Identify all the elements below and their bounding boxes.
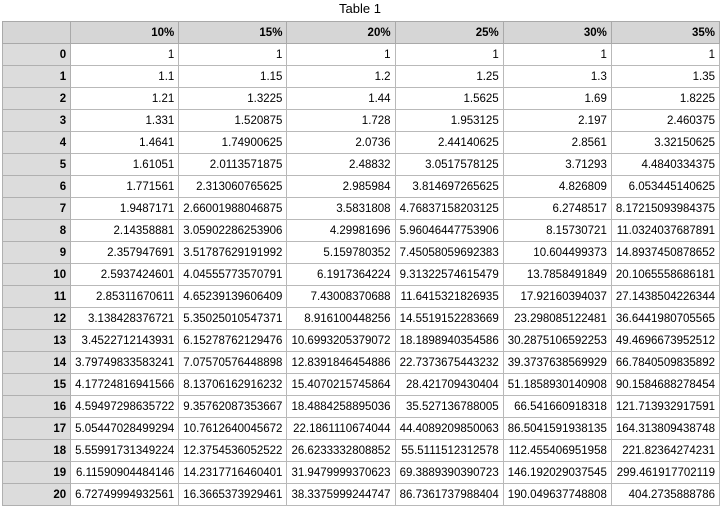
- table-cell[interactable]: 5.159780352: [287, 242, 395, 264]
- table-cell[interactable]: 86.5041591938135: [503, 418, 611, 440]
- table-cell[interactable]: 6.72749994932561: [71, 484, 179, 506]
- table-cell[interactable]: 23.298085122481: [503, 308, 611, 330]
- table-cell[interactable]: 4.17724816941566: [71, 374, 179, 396]
- table-cell[interactable]: 35.527136788005: [395, 396, 503, 418]
- row-header[interactable]: 14: [3, 352, 71, 374]
- table-cell[interactable]: 1.35: [611, 66, 719, 88]
- table-header: [3, 22, 720, 44]
- table-cell[interactable]: 14.2317716460401: [179, 462, 287, 484]
- table-cell[interactable]: 6.1917364224: [287, 264, 395, 286]
- table-cell[interactable]: 11.0324037687891: [611, 220, 719, 242]
- table-cell[interactable]: 31.9479999370623: [287, 462, 395, 484]
- table-row: [3, 264, 720, 286]
- table-cell[interactable]: 1.9487171: [71, 198, 179, 220]
- row-header[interactable]: 2: [3, 88, 71, 110]
- row-header[interactable]: 17: [3, 418, 71, 440]
- table-cell[interactable]: 1: [611, 44, 719, 66]
- column-header[interactable]: 30%: [503, 22, 611, 44]
- table-title: Table 1: [339, 1, 381, 16]
- table-cell[interactable]: 36.6441980705565: [611, 308, 719, 330]
- table-cell[interactable]: 1.8225: [611, 88, 719, 110]
- table-cell[interactable]: 8.916100448256: [287, 308, 395, 330]
- row-header[interactable]: 19: [3, 462, 71, 484]
- table-cell[interactable]: 3.814697265625: [395, 176, 503, 198]
- table-cell[interactable]: 4.4840334375: [611, 154, 719, 176]
- table-cell[interactable]: 44.4089209850063: [395, 418, 503, 440]
- table-cell[interactable]: 13.7858491849: [503, 264, 611, 286]
- table-cell[interactable]: 1.771561: [71, 176, 179, 198]
- row-header[interactable]: 13: [3, 330, 71, 352]
- table-cell[interactable]: 69.3889390390723: [395, 462, 503, 484]
- table-cell[interactable]: 1.3: [503, 66, 611, 88]
- table-cell[interactable]: 1.21: [71, 88, 179, 110]
- table-row: [3, 440, 720, 462]
- table-cell[interactable]: 6.11590904484146: [71, 462, 179, 484]
- table-cell[interactable]: 22.1861110674044: [287, 418, 395, 440]
- row-header[interactable]: 15: [3, 374, 71, 396]
- table-cell[interactable]: 7.45058059692383: [395, 242, 503, 264]
- table-cell[interactable]: 1: [287, 44, 395, 66]
- row-header[interactable]: 16: [3, 396, 71, 418]
- column-header[interactable]: 15%: [179, 22, 287, 44]
- row-header[interactable]: 12: [3, 308, 71, 330]
- table-cell[interactable]: 38.3375999244747: [287, 484, 395, 506]
- table-row: [3, 396, 720, 418]
- table-cell[interactable]: 4.04555773570791: [179, 264, 287, 286]
- table-cell[interactable]: 2.197: [503, 110, 611, 132]
- table-cell[interactable]: 6.15278762129476: [179, 330, 287, 352]
- table-cell[interactable]: 1.1: [71, 66, 179, 88]
- table-row: [3, 484, 720, 506]
- table-cell[interactable]: 5.96046447753906: [395, 220, 503, 242]
- row-header[interactable]: 4: [3, 132, 71, 154]
- table-cell[interactable]: 121.713932917591: [611, 396, 719, 418]
- table-cell[interactable]: 3.138428376721: [71, 308, 179, 330]
- table-cell[interactable]: 1: [503, 44, 611, 66]
- table-row: [3, 352, 720, 374]
- row-header[interactable]: 8: [3, 220, 71, 242]
- table-cell[interactable]: 9.35762087353667: [179, 396, 287, 418]
- table-cell[interactable]: 49.4696673952512: [611, 330, 719, 352]
- table-cell[interactable]: 10.604499373: [503, 242, 611, 264]
- table-row: [3, 176, 720, 198]
- table-cell[interactable]: 2.8561: [503, 132, 611, 154]
- row-header[interactable]: 20: [3, 484, 71, 506]
- table-cell[interactable]: 2.460375: [611, 110, 719, 132]
- row-header[interactable]: 9: [3, 242, 71, 264]
- row-header[interactable]: 7: [3, 198, 71, 220]
- table-cell[interactable]: 4.29981696: [287, 220, 395, 242]
- table-cell[interactable]: 14.5519152283669: [395, 308, 503, 330]
- table-cell[interactable]: 2.14358881: [71, 220, 179, 242]
- table-cell[interactable]: 1: [395, 44, 503, 66]
- table-cell[interactable]: 16.3665373929461: [179, 484, 287, 506]
- table-cell[interactable]: 39.3737638569929: [503, 352, 611, 374]
- table-row: [3, 330, 720, 352]
- row-header[interactable]: 5: [3, 154, 71, 176]
- table-cell[interactable]: 7.07570576448898: [179, 352, 287, 374]
- table-cell[interactable]: 26.6233332808852: [287, 440, 395, 462]
- table-cell[interactable]: 3.51787629191992: [179, 242, 287, 264]
- table-row: [3, 462, 720, 484]
- table-cell[interactable]: 8.13706162916232: [179, 374, 287, 396]
- table-cell[interactable]: 1.2: [287, 66, 395, 88]
- table-cell[interactable]: 55.5111512312578: [395, 440, 503, 462]
- table-cell[interactable]: 10.6993205379072: [287, 330, 395, 352]
- table-row: [3, 154, 720, 176]
- table-cell[interactable]: 1.15: [179, 66, 287, 88]
- table-cell[interactable]: 1.331: [71, 110, 179, 132]
- table-cell[interactable]: 3.79749833583241: [71, 352, 179, 374]
- table-cell[interactable]: 3.32150625: [611, 132, 719, 154]
- table-cell[interactable]: 30.2875106592253: [503, 330, 611, 352]
- table-cell[interactable]: 12.3754536052522: [179, 440, 287, 462]
- table-cell[interactable]: 9.31322574615479: [395, 264, 503, 286]
- table-row: [3, 44, 720, 66]
- table-row: [3, 132, 720, 154]
- table-cell[interactable]: 14.8937450878652: [611, 242, 719, 264]
- table-cell[interactable]: 6.053445140625: [611, 176, 719, 198]
- corner-header-cell[interactable]: [3, 22, 71, 44]
- table-cell[interactable]: 18.1898940354586: [395, 330, 503, 352]
- row-header[interactable]: 3: [3, 110, 71, 132]
- table-cell[interactable]: 1.74900625: [179, 132, 287, 154]
- table-row: [3, 88, 720, 110]
- table-cell[interactable]: 11.6415321826935: [395, 286, 503, 308]
- table-cell[interactable]: 8.17215093984375: [611, 198, 719, 220]
- table-cell[interactable]: 1: [179, 44, 287, 66]
- table-cell[interactable]: 51.1858930140908: [503, 374, 611, 396]
- table-row: [3, 308, 720, 330]
- table-cell[interactable]: 1.61051: [71, 154, 179, 176]
- data-table: [2, 21, 720, 506]
- table-cell[interactable]: 90.1584688278454: [611, 374, 719, 396]
- table-cell[interactable]: 1.44: [287, 88, 395, 110]
- table-cell[interactable]: 12.8391846454886: [287, 352, 395, 374]
- table-cell[interactable]: 8.15730721: [503, 220, 611, 242]
- row-header[interactable]: 11: [3, 286, 71, 308]
- table-cell[interactable]: 15.4070215745864: [287, 374, 395, 396]
- table-cell[interactable]: 10.7612640045672: [179, 418, 287, 440]
- table-cell[interactable]: 1.953125: [395, 110, 503, 132]
- table-cell[interactable]: 164.313809438748: [611, 418, 719, 440]
- table-cell[interactable]: 3.71293: [503, 154, 611, 176]
- table-cell[interactable]: 3.4522712143931: [71, 330, 179, 352]
- table-row: [3, 220, 720, 242]
- table-row: [3, 198, 720, 220]
- table-cell[interactable]: 2.85311670611: [71, 286, 179, 308]
- table-cell[interactable]: 4.59497298635722: [71, 396, 179, 418]
- table-cell[interactable]: 5.35025010547371: [179, 308, 287, 330]
- table-cell[interactable]: 2.0113571875: [179, 154, 287, 176]
- table-cell[interactable]: 4.826809: [503, 176, 611, 198]
- row-header[interactable]: 6: [3, 176, 71, 198]
- table-cell[interactable]: 2.5937424601: [71, 264, 179, 286]
- table-cell[interactable]: 3.0517578125: [395, 154, 503, 176]
- table-cell[interactable]: 5.05447028499294: [71, 418, 179, 440]
- table-cell[interactable]: 404.2735888786: [611, 484, 719, 506]
- table-cell[interactable]: 1.4641: [71, 132, 179, 154]
- table-cell[interactable]: 2.985984: [287, 176, 395, 198]
- table-row: [3, 66, 720, 88]
- table-row: [3, 374, 720, 396]
- table-cell[interactable]: 1.520875: [179, 110, 287, 132]
- row-header[interactable]: 0: [3, 44, 71, 66]
- table-cell[interactable]: 7.43008370688: [287, 286, 395, 308]
- table-cell[interactable]: 1.69: [503, 88, 611, 110]
- column-header[interactable]: 10%: [71, 22, 179, 44]
- table-cell[interactable]: 112.455406951958: [503, 440, 611, 462]
- table-cell[interactable]: 20.1065558686181: [611, 264, 719, 286]
- table-cell[interactable]: 221.82364274231: [611, 440, 719, 462]
- table-row: [3, 242, 720, 264]
- table-cell[interactable]: 1.728: [287, 110, 395, 132]
- column-header[interactable]: 25%: [395, 22, 503, 44]
- table-cell[interactable]: 66.7840509835892: [611, 352, 719, 374]
- table-cell[interactable]: 17.92160394037: [503, 286, 611, 308]
- column-header[interactable]: 35%: [611, 22, 719, 44]
- table-cell[interactable]: 2.48832: [287, 154, 395, 176]
- header-row: [3, 22, 720, 44]
- table-cell[interactable]: 2.0736: [287, 132, 395, 154]
- table-cell[interactable]: 66.541660918318: [503, 396, 611, 418]
- table-cell[interactable]: 27.1438504226344: [611, 286, 719, 308]
- table-cell[interactable]: 5.55991731349224: [71, 440, 179, 462]
- table-cell[interactable]: 2.357947691: [71, 242, 179, 264]
- table-row: [3, 286, 720, 308]
- table-cell[interactable]: 4.76837158203125: [395, 198, 503, 220]
- row-header[interactable]: 18: [3, 440, 71, 462]
- table-cell[interactable]: 190.049637748808: [503, 484, 611, 506]
- table-cell[interactable]: 2.66001988046875: [179, 198, 287, 220]
- table-cell[interactable]: 86.7361737988404: [395, 484, 503, 506]
- table-row: [3, 110, 720, 132]
- table-cell[interactable]: 3.05902286253906: [179, 220, 287, 242]
- table-cell[interactable]: 1.25: [395, 66, 503, 88]
- table-cell[interactable]: 3.5831808: [287, 198, 395, 220]
- table-cell[interactable]: 22.7373675443232: [395, 352, 503, 374]
- row-header[interactable]: 1: [3, 66, 71, 88]
- table-cell[interactable]: 28.421709430404: [395, 374, 503, 396]
- table-cell[interactable]: 146.192029037545: [503, 462, 611, 484]
- table-cell[interactable]: 4.65239139606409: [179, 286, 287, 308]
- table-cell[interactable]: 1.3225: [179, 88, 287, 110]
- table-cell[interactable]: 18.4884258895036: [287, 396, 395, 418]
- table-body: [3, 44, 720, 506]
- table-cell[interactable]: 6.2748517: [503, 198, 611, 220]
- table-cell[interactable]: 1: [71, 44, 179, 66]
- table-row: [3, 418, 720, 440]
- table-cell[interactable]: 2.313060765625: [179, 176, 287, 198]
- table-cell[interactable]: 1.5625: [395, 88, 503, 110]
- table-cell[interactable]: 299.461917702119: [611, 462, 719, 484]
- table-cell[interactable]: 2.44140625: [395, 132, 503, 154]
- row-header[interactable]: 10: [3, 264, 71, 286]
- column-header[interactable]: 20%: [287, 22, 395, 44]
